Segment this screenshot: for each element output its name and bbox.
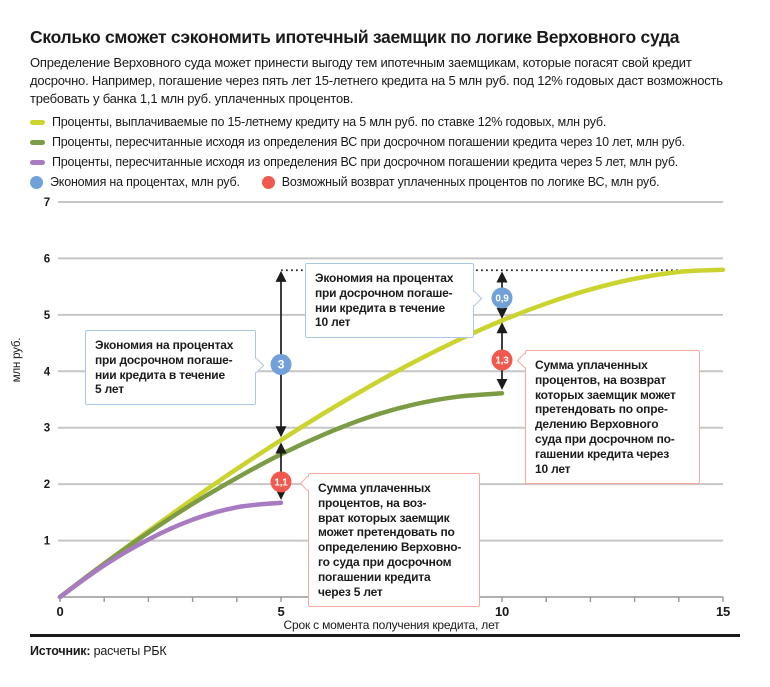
- callout-line: Сумма уплаченных: [318, 481, 431, 495]
- legend-row: [30, 135, 740, 150]
- y-tick-label: 4: [43, 366, 50, 379]
- line-swatch-icon: [30, 160, 45, 166]
- circle-swatch-icon: [262, 176, 275, 189]
- x-tick-label: 5: [277, 604, 285, 619]
- y-tick-label: 2: [43, 479, 50, 492]
- callout-line: Экономия на процентах: [315, 271, 454, 285]
- callout-line: 5 лет: [95, 382, 124, 397]
- callout-line: гашении кредита через: [535, 446, 669, 461]
- circle-swatch-icon: [30, 176, 43, 189]
- legend-label: Экономия на процентах, млн руб.: [50, 175, 240, 189]
- callout-line: Сумма уплаченных: [535, 358, 648, 372]
- y-tick-label: 1: [43, 535, 50, 548]
- line-chart: [0, 195, 770, 642]
- callout-line: нии кредита в течение: [315, 300, 445, 315]
- callout-line: процентов, на возврат: [535, 372, 666, 387]
- line-swatch-icon: [30, 120, 45, 126]
- y-tick-label: 6: [43, 253, 50, 266]
- legend-label: Возможный возврат уплаченных процентов по логике ВС, млн руб.: [281, 175, 660, 189]
- footer: [30, 634, 740, 658]
- legend-item: [262, 175, 660, 190]
- callout-line: врат которых заемщик: [318, 510, 450, 525]
- line-swatch-icon: [30, 140, 45, 146]
- x-tick-label: 0: [56, 604, 64, 619]
- legend-item: [30, 115, 606, 130]
- callout-line: го суда при досрочном: [318, 554, 452, 569]
- callout-line: нии кредита в течение: [95, 367, 225, 382]
- callout-refund-10y: [525, 350, 700, 484]
- callout-line: претендовать по опре-: [535, 402, 668, 417]
- callout-line: определению Верховно-: [318, 540, 462, 555]
- callout-line: при досрочном погаше-: [315, 285, 453, 300]
- callout-line: через 5 лет: [318, 584, 383, 599]
- y-tick-label: 7: [43, 196, 50, 209]
- legend-label: Проценты, выплачиваемые по 15-летнему кредиту на 5 млн руб. по ставке 12% годовых, млн руб.: [52, 115, 607, 129]
- callout-line: которых заемщик может: [535, 387, 676, 402]
- legend-row: [30, 175, 740, 190]
- chart-legend: [0, 115, 770, 190]
- callout-line: суда при досрочном по-: [535, 431, 675, 446]
- y-tick-label: 3: [43, 422, 50, 435]
- value-badge-label: 0,9: [495, 293, 509, 305]
- value-badge-label: 1,1: [274, 477, 288, 489]
- x-tick-label: 15: [715, 604, 731, 619]
- legend-item: [30, 155, 678, 170]
- source-label: Источник:: [30, 644, 91, 658]
- value-badge-label: 1,3: [495, 355, 509, 367]
- callout-line: может претендовать по: [318, 525, 455, 540]
- callout-line: при досрочном погаше-: [95, 352, 233, 367]
- y-axis-title: млн руб.: [11, 337, 23, 383]
- callout-line: Экономия на процентах: [95, 338, 234, 352]
- x-axis-title: Срок с момента получения кредита, лет: [283, 618, 500, 632]
- callout-line: процентов, на воз-: [318, 495, 427, 510]
- legend-label: Проценты, пересчитанные исходя из определения ВС при досрочном погашении кредита через 5 лет, млн руб.: [52, 155, 679, 169]
- callout-line: 10 лет: [315, 315, 351, 330]
- legend-item: [30, 135, 685, 150]
- y-tick-label: 5: [43, 309, 50, 322]
- callout-savings-5y: [85, 330, 256, 405]
- legend-row: [30, 115, 740, 130]
- source-line: [30, 644, 740, 658]
- legend-row: [30, 155, 740, 170]
- callout-line: погашении кредита: [318, 569, 431, 584]
- header: [0, 0, 770, 108]
- page-title: Сколько сможет сэкономить ипотечный заемщик по логике Верховного суда: [30, 27, 680, 47]
- callout-line: 10 лет: [535, 461, 571, 476]
- x-tick-label: 10: [494, 604, 510, 619]
- value-badge-label: 3: [277, 357, 285, 372]
- intro-text: Определение Верховного суда может принести выгоду тем ипотечным заемщикам, которые погасят свой кредит досрочно. Например, погашение через пять лет 15-летнего кредита на 5 млн руб. под 12% годовых даст возможность требовать у банка 1,1 млн руб. уплаченных процентов.: [30, 55, 723, 106]
- legend-label: Проценты, пересчитанные исходя из определения ВС при досрочном погашении кредита через 10 лет, млн руб.: [52, 135, 685, 149]
- callout-refund-5y: [308, 473, 480, 607]
- callout-line: делению Верховного: [535, 417, 659, 432]
- callout-savings-10y: [305, 263, 474, 338]
- legend-item: [30, 175, 240, 190]
- source-value: расчеты РБК: [93, 644, 167, 658]
- footer-divider: [30, 634, 740, 637]
